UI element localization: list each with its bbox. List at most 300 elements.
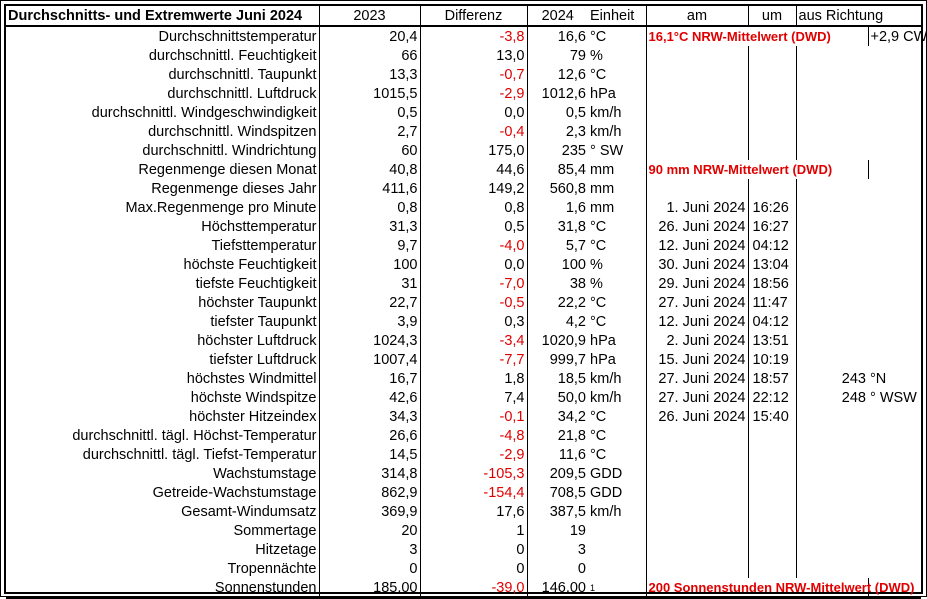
value-2023: 60 <box>319 141 420 160</box>
value-difference: -2,9 <box>420 445 527 464</box>
date-cell <box>646 559 748 578</box>
time-cell <box>748 179 796 198</box>
value-2023: 314,8 <box>319 464 420 483</box>
header-am: am <box>646 6 748 26</box>
row-label: Max.Regenmenge pro Minute <box>6 198 319 217</box>
direction-degrees <box>796 540 868 559</box>
direction-degrees <box>796 141 868 160</box>
direction-degrees <box>796 274 868 293</box>
time-cell <box>748 521 796 540</box>
value-2024: 4,2 <box>565 314 586 330</box>
date-cell: 27. Juni 2024 <box>646 369 748 388</box>
unit-cell: °C <box>588 26 646 46</box>
value-2024: 22,2 <box>557 295 586 311</box>
row-label: höchste Feuchtigkeit <box>6 255 319 274</box>
row-label: Getreide-Wachstumstage <box>6 483 319 502</box>
value-2024: 16,6 <box>557 29 586 45</box>
date-cell: 30. Juni 2024 <box>646 255 748 274</box>
date-cell: 29. Juni 2024 <box>646 274 748 293</box>
value-difference: 17,6 <box>420 502 527 521</box>
value-2024: 1012,6 <box>541 86 586 102</box>
value-2023: 0,5 <box>319 103 420 122</box>
direction-text <box>868 331 921 350</box>
row-label: Regenmenge diesen Monat <box>6 160 319 179</box>
row-label: durchschnittl. tägl. Höchst-Temperatur <box>6 426 319 445</box>
unit-cell <box>588 521 646 540</box>
value-2023: 20,4 <box>319 26 420 46</box>
direction-text <box>868 407 921 426</box>
row-label: durchschnittl. Windgeschwindigkeit <box>6 103 319 122</box>
direction-text <box>868 540 921 559</box>
direction-degrees <box>796 65 868 84</box>
direction-text <box>868 312 921 331</box>
row-label: durchschnittl. tägl. Tiefst-Temperatur <box>6 445 319 464</box>
direction-text <box>868 274 921 293</box>
time-cell <box>748 559 796 578</box>
direction-degrees: 248 <box>841 390 866 406</box>
value-2024: 50,0 <box>557 390 586 406</box>
extra-value: +2,9 CW <box>870 29 927 45</box>
value-difference: 0 <box>420 559 527 578</box>
value-2024: 34,2 <box>557 409 586 425</box>
value-2024: 12,6 <box>557 67 586 83</box>
direction-text <box>868 559 921 578</box>
nrw-note: 90 mm NRW-Mittelwert (DWD) <box>646 160 868 179</box>
time-cell: 10:19 <box>748 350 796 369</box>
value-difference: -3,8 <box>420 26 527 46</box>
direction-text: ° WSW <box>870 390 917 406</box>
table-row <box>6 426 921 445</box>
unit-cell: km/h <box>588 502 646 521</box>
value-difference: 0,0 <box>420 103 527 122</box>
time-cell: 16:26 <box>748 198 796 217</box>
value-difference: -2,9 <box>420 84 527 103</box>
unit-cell: mm <box>588 179 646 198</box>
value-2023: 9,7 <box>319 236 420 255</box>
time-cell <box>748 540 796 559</box>
row-label: Wachstumstage <box>6 464 319 483</box>
unit-cell: °C <box>588 407 646 426</box>
time-cell: 04:12 <box>748 312 796 331</box>
direction-degrees <box>796 502 868 521</box>
date-cell <box>646 521 748 540</box>
row-label: höchster Hitzeindex <box>6 407 319 426</box>
date-cell <box>646 46 748 65</box>
table-row <box>6 141 921 160</box>
row-label: höchste Windspitze <box>6 388 319 407</box>
table-row <box>6 255 921 274</box>
unit-cell: °C <box>588 293 646 312</box>
date-cell: 15. Juni 2024 <box>646 350 748 369</box>
time-cell <box>748 445 796 464</box>
value-difference: 1 <box>420 521 527 540</box>
value-difference: 44,6 <box>420 160 527 179</box>
time-cell <box>748 426 796 445</box>
value-difference: -154,4 <box>420 483 527 502</box>
value-difference: 1,8 <box>420 369 527 388</box>
unit-cell: hPa <box>588 84 646 103</box>
value-difference: -7,7 <box>420 350 527 369</box>
date-cell <box>646 483 748 502</box>
time-cell <box>748 483 796 502</box>
time-cell: 13:51 <box>748 331 796 350</box>
table-row <box>6 559 921 578</box>
direction-degrees <box>796 445 868 464</box>
date-cell <box>646 103 748 122</box>
table-row <box>6 312 921 331</box>
table-row <box>6 26 921 46</box>
time-cell: 18:57 <box>748 369 796 388</box>
value-difference: 0,3 <box>420 312 527 331</box>
time-cell <box>748 103 796 122</box>
value-2024: 209,5 <box>549 466 586 482</box>
value-2023: 0,8 <box>319 198 420 217</box>
direction-degrees <box>796 293 868 312</box>
table-row <box>6 388 921 407</box>
direction-degrees <box>796 236 868 255</box>
table-row <box>6 350 921 369</box>
value-difference: 175,0 <box>420 141 527 160</box>
value-2024: 1,6 <box>565 200 586 216</box>
value-2023: 1007,4 <box>319 350 420 369</box>
time-cell <box>748 84 796 103</box>
time-cell: 04:12 <box>748 236 796 255</box>
direction-text <box>868 236 921 255</box>
unit-cell: GDD <box>588 483 646 502</box>
table-row <box>6 464 921 483</box>
row-label: höchster Luftdruck <box>6 331 319 350</box>
value-2024: 100 <box>561 257 586 273</box>
value-2023: 26,6 <box>319 426 420 445</box>
table-row <box>6 84 921 103</box>
table-row <box>6 198 921 217</box>
value-2024: 38 <box>569 276 586 292</box>
row-label: höchster Taupunkt <box>6 293 319 312</box>
table-row <box>6 483 921 502</box>
direction-text <box>868 103 921 122</box>
time-cell: 13:04 <box>748 255 796 274</box>
date-cell <box>646 179 748 198</box>
direction-text <box>868 122 921 141</box>
value-difference: -0,1 <box>420 407 527 426</box>
value-2024: 0 <box>577 561 586 577</box>
value-2023: 3 <box>319 540 420 559</box>
unit-cell: % <box>588 255 646 274</box>
value-2023: 16,7 <box>319 369 420 388</box>
direction-degrees <box>796 350 868 369</box>
row-label: Tiefsttemperatur <box>6 236 319 255</box>
table-row <box>6 521 921 540</box>
value-2024: 11,6 <box>558 447 586 463</box>
value-difference: 0 <box>420 540 527 559</box>
value-difference: -39,0 <box>420 578 527 598</box>
table-title: Durchschnitts- und Extremwerte Juni 2024 <box>6 6 319 26</box>
value-difference: 149,2 <box>420 179 527 198</box>
unit-cell: hPa <box>588 331 646 350</box>
time-cell: 11:47 <box>748 293 796 312</box>
row-label: Regenmenge dieses Jahr <box>6 179 319 198</box>
header-2023: 2023 <box>319 6 420 26</box>
value-difference: -105,3 <box>420 464 527 483</box>
row-label: höchstes Windmittel <box>6 369 319 388</box>
time-cell: 16:27 <box>748 217 796 236</box>
row-label: tiefster Luftdruck <box>6 350 319 369</box>
date-cell: 26. Juni 2024 <box>646 217 748 236</box>
value-2024: 18,5 <box>557 371 586 387</box>
value-2024: 999,7 <box>549 352 586 368</box>
header-direction: aus Richtung <box>796 6 921 26</box>
unit-cell <box>588 578 646 598</box>
direction-text <box>868 502 921 521</box>
value-2023: 40,8 <box>319 160 420 179</box>
time-cell: 15:40 <box>748 407 796 426</box>
value-2023: 411,6 <box>319 179 420 198</box>
row-label: Durchschnittstemperatur <box>6 26 319 46</box>
direction-degrees <box>796 46 868 65</box>
unit-cell: % <box>588 46 646 65</box>
value-2023: 14,5 <box>319 445 420 464</box>
value-2024: 5,7 <box>565 238 586 254</box>
row-label: Höchsttemperatur <box>6 217 319 236</box>
date-cell <box>646 426 748 445</box>
date-cell <box>646 445 748 464</box>
direction-degrees <box>796 407 868 426</box>
time-cell: 22:12 <box>748 388 796 407</box>
value-2023: 862,9 <box>319 483 420 502</box>
header-diff: Differenz <box>420 6 527 26</box>
value-2023: 42,6 <box>319 388 420 407</box>
value-difference: -7,0 <box>420 274 527 293</box>
value-difference: -0,4 <box>420 122 527 141</box>
direction-degrees <box>796 84 868 103</box>
time-cell <box>748 65 796 84</box>
unit-cell: km/h <box>588 388 646 407</box>
value-2024: 3 <box>577 542 586 558</box>
value-2023: 2,7 <box>319 122 420 141</box>
table-row <box>6 578 921 598</box>
date-cell <box>646 502 748 521</box>
unit-cell <box>588 540 646 559</box>
value-2023: 66 <box>319 46 420 65</box>
value-difference: 7,4 <box>420 388 527 407</box>
unit-cell: hPa <box>588 350 646 369</box>
date-cell <box>646 464 748 483</box>
row-label: tiefste Feuchtigkeit <box>6 274 319 293</box>
row-label: durchschnittl. Feuchtigkeit <box>6 46 319 65</box>
direction-degrees <box>796 255 868 274</box>
time-cell <box>748 464 796 483</box>
unit-cell: °C <box>588 426 646 445</box>
unit-cell: ° SW <box>588 141 646 160</box>
direction-text <box>868 255 921 274</box>
table-row <box>6 160 921 179</box>
date-cell <box>646 141 748 160</box>
direction-degrees <box>796 217 868 236</box>
direction-text <box>868 179 921 198</box>
unit-cell: % <box>588 274 646 293</box>
value-difference: -4,0 <box>420 236 527 255</box>
direction-degrees <box>796 331 868 350</box>
unit-cell: °C <box>588 236 646 255</box>
direction-text <box>868 198 921 217</box>
direction-text <box>868 483 921 502</box>
direction-degrees <box>796 312 868 331</box>
date-cell: 1. Juni 2024 <box>646 198 748 217</box>
value-2023: 369,9 <box>319 502 420 521</box>
direction-degrees <box>796 521 868 540</box>
unit-cell: °C <box>588 217 646 236</box>
direction-text <box>868 293 921 312</box>
unit-cell: °C <box>588 312 646 331</box>
value-2023: 100 <box>319 255 420 274</box>
table-row <box>6 369 921 388</box>
row-label: durchschnittl. Windspitzen <box>6 122 319 141</box>
value-2024: 235 <box>561 143 586 159</box>
value-2024: 19 <box>569 523 586 539</box>
unit-cell: °C <box>588 445 646 464</box>
value-2024: 0,5 <box>565 105 586 121</box>
table-row <box>6 540 921 559</box>
value-difference: -0,7 <box>420 65 527 84</box>
direction-text <box>868 464 921 483</box>
time-cell: 18:56 <box>748 274 796 293</box>
value-difference: 0,5 <box>420 217 527 236</box>
header-2024: 2024 <box>527 6 588 26</box>
direction-degrees <box>796 198 868 217</box>
value-2023: 31 <box>319 274 420 293</box>
extra-value <box>868 160 921 179</box>
value-2023: 20 <box>319 521 420 540</box>
time-cell <box>748 502 796 521</box>
value-2024: 79 <box>569 48 586 64</box>
value-2023: 185,00 <box>319 578 420 598</box>
date-cell <box>646 122 748 141</box>
date-cell: 27. Juni 2024 <box>646 388 748 407</box>
value-difference: -0,5 <box>420 293 527 312</box>
table-row <box>6 217 921 236</box>
table-row <box>6 122 921 141</box>
direction-text <box>868 426 921 445</box>
value-difference: -3,4 <box>420 331 527 350</box>
value-2024: 560,8 <box>549 181 586 197</box>
time-cell <box>748 122 796 141</box>
value-difference: 13,0 <box>420 46 527 65</box>
value-2023: 0 <box>319 559 420 578</box>
value-2023: 34,3 <box>319 407 420 426</box>
time-cell <box>748 141 796 160</box>
value-difference: 0,8 <box>420 198 527 217</box>
value-2024: 708,5 <box>549 485 586 501</box>
value-2023: 3,9 <box>319 312 420 331</box>
table-row <box>6 331 921 350</box>
nrw-note: 200 Sonnenstunden NRW-Mittelwert (DWD) <box>646 578 868 598</box>
header-row <box>6 6 921 26</box>
row-label: durchschnittl. Taupunkt <box>6 65 319 84</box>
unit-cell: mm <box>588 198 646 217</box>
value-2023: 1015,5 <box>319 84 420 103</box>
direction-degrees <box>796 122 868 141</box>
direction-text: °N <box>870 371 887 387</box>
table-row <box>6 103 921 122</box>
row-label: tiefster Taupunkt <box>6 312 319 331</box>
value-2024: 146,00 <box>527 578 588 598</box>
unit-cell: mm <box>588 160 646 179</box>
value-difference: -4,8 <box>420 426 527 445</box>
direction-degrees <box>796 464 868 483</box>
header-um: um <box>748 6 796 26</box>
table-row <box>6 236 921 255</box>
value-2024: 387,5 <box>549 504 586 520</box>
header-unit: Einheit <box>588 6 646 26</box>
row-label: Sommertage <box>6 521 319 540</box>
table-row <box>6 407 921 426</box>
time-cell <box>748 46 796 65</box>
value-2024: 21,8 <box>557 428 586 444</box>
date-cell: 26. Juni 2024 <box>646 407 748 426</box>
direction-text <box>868 46 921 65</box>
unit-cell: km/h <box>588 369 646 388</box>
value-difference: 0,0 <box>420 255 527 274</box>
nrw-note: 16,1°C NRW-Mittelwert (DWD) <box>646 26 868 46</box>
direction-degrees <box>796 103 868 122</box>
value-2024: 31,8 <box>557 219 586 235</box>
table-row <box>6 46 921 65</box>
unit-cell <box>588 559 646 578</box>
table-row <box>6 65 921 84</box>
table-row <box>6 179 921 198</box>
date-cell <box>646 65 748 84</box>
unit-cell: GDD <box>588 464 646 483</box>
direction-text <box>868 141 921 160</box>
unit-cell: °C <box>588 65 646 84</box>
direction-text <box>868 84 921 103</box>
date-cell <box>646 540 748 559</box>
value-2023: 13,3 <box>319 65 420 84</box>
direction-degrees <box>796 483 868 502</box>
direction-degrees <box>796 179 868 198</box>
weather-stats-table <box>6 6 927 599</box>
value-2023: 1024,3 <box>319 331 420 350</box>
direction-text <box>868 65 921 84</box>
row-label: durchschnittl. Windrichtung <box>6 141 319 160</box>
row-label: Gesamt-Windumsatz <box>6 502 319 521</box>
direction-text <box>868 350 921 369</box>
direction-degrees <box>796 559 868 578</box>
date-cell: 27. Juni 2024 <box>646 293 748 312</box>
table-row <box>6 445 921 464</box>
row-label: Sonnenstunden <box>6 578 319 598</box>
direction-degrees: 243 <box>841 371 866 387</box>
table-row <box>6 274 921 293</box>
value-2023: 22,7 <box>319 293 420 312</box>
row-label: Hitzetage <box>6 540 319 559</box>
value-2023: 31,3 <box>319 217 420 236</box>
value-2024: 1020,9 <box>541 333 586 349</box>
unit-cell: km/h <box>588 122 646 141</box>
table-row <box>6 502 921 521</box>
direction-text <box>868 217 921 236</box>
row-label: Tropennächte <box>6 559 319 578</box>
footnote-marker: 1 <box>590 583 596 593</box>
row-label: durchschnittl. Luftdruck <box>6 84 319 103</box>
value-2024: 2,3 <box>565 124 586 140</box>
date-cell: 12. Juni 2024 <box>646 236 748 255</box>
direction-text <box>868 521 921 540</box>
value-2024: 85,4 <box>557 162 586 178</box>
table-row <box>6 293 921 312</box>
unit-cell: km/h <box>588 103 646 122</box>
date-cell <box>646 84 748 103</box>
